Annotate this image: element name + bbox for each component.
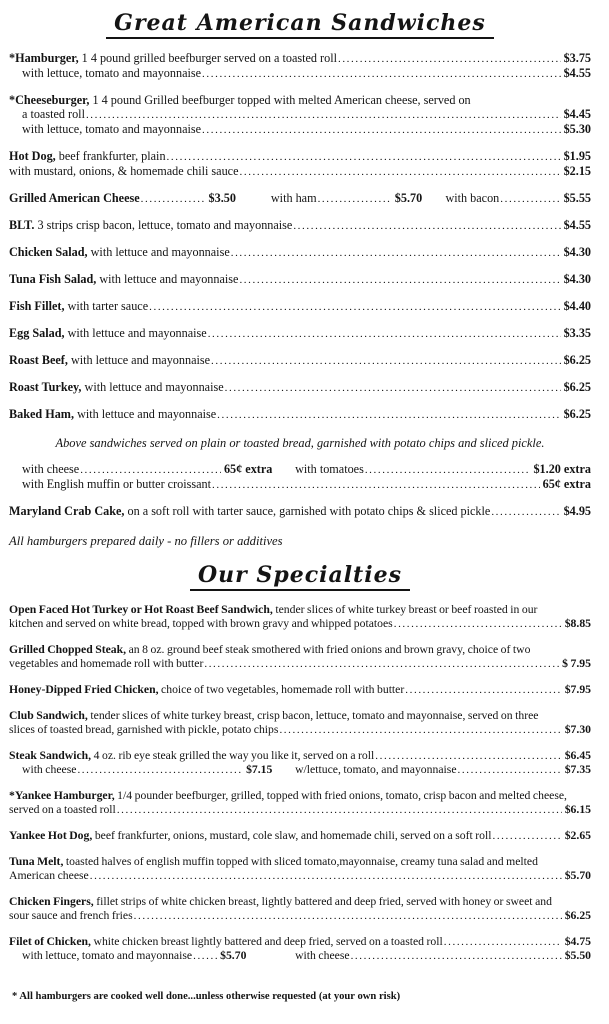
- section-heading: [9, 10, 591, 39]
- item-description: with lettuce and mayonnaise: [64, 326, 207, 340]
- menu-item-line: [9, 326, 591, 341]
- dot-leader: [279, 723, 561, 737]
- item-description: 1 4 pound Grilled beefburger topped with melted American cheese, served on: [89, 93, 471, 107]
- dot-leader: [318, 191, 392, 206]
- menu-item-line: [9, 709, 591, 723]
- item-price: $6.25: [564, 909, 591, 922]
- item-price: $1.95: [563, 149, 591, 163]
- option-label: Grilled American Cheese: [9, 191, 140, 205]
- dot-leader: [491, 504, 560, 519]
- option-price-pair: [22, 462, 272, 477]
- menu-item-line: [9, 107, 591, 122]
- item-price: $6.25: [563, 380, 591, 394]
- menu-item-line: [9, 245, 591, 260]
- menu-item-line: [9, 93, 591, 107]
- item-price: $2.65: [564, 829, 591, 842]
- item-description: with lettuce and mayonnaise: [81, 380, 224, 394]
- item-name: Tuna Melt,: [9, 855, 64, 868]
- dot-leader: [458, 763, 562, 777]
- section-title: Great American Sandwiches: [106, 10, 494, 39]
- item-name: Club Sandwich,: [9, 709, 88, 722]
- option-label: with cheese: [22, 763, 77, 776]
- item-description: an 8 oz. ground beef steak smothered with fried onions and brown gravy, choice of two: [126, 643, 531, 656]
- item-description: a toasted roll: [22, 107, 85, 121]
- dot-leader: [204, 657, 559, 671]
- item-price: $6.25: [563, 353, 591, 367]
- dot-leader: [239, 272, 560, 287]
- dot-leader: [225, 380, 561, 395]
- dot-leader: [217, 407, 560, 422]
- item-price: $4.30: [563, 245, 591, 259]
- item-description: sour sauce and french fries: [9, 909, 133, 922]
- dot-leader: [90, 869, 562, 883]
- dot-leader: [77, 763, 243, 777]
- menu-options-line: [9, 949, 591, 963]
- item-description: beef frankfurter, onions, mustard, cole slaw, and homemade chili, served on a soft roll: [92, 829, 492, 842]
- menu-item-line: [9, 122, 591, 137]
- item-description: with mustard, onions, & homemade chili sauce: [9, 164, 239, 178]
- dot-leader: [240, 164, 561, 179]
- dot-leader: [134, 909, 562, 923]
- item-description: with tarter sauce: [64, 299, 149, 313]
- item-name: Chicken Salad,: [9, 245, 88, 259]
- option-price-pair: [295, 462, 591, 477]
- option-label: w/lettuce, tomato, and mayonnaise: [295, 763, 457, 776]
- item-price: $4.40: [563, 299, 591, 313]
- item-name: Maryland Crab Cake,: [9, 504, 125, 518]
- item-name: *Yankee Hamburger,: [9, 789, 115, 802]
- item-description: 1 4 pound grilled beefburger served on a toasted roll: [78, 51, 337, 65]
- dot-leader: [338, 51, 561, 66]
- item-description: vegetables and homemade roll with butter: [9, 657, 204, 670]
- item-price: $4.55: [563, 66, 591, 80]
- item-name: Tuna Fish Salad,: [9, 272, 97, 286]
- item-name: *Cheeseburger,: [9, 93, 90, 107]
- dot-leader: [117, 803, 562, 817]
- section-heading: [9, 562, 591, 591]
- menu-item-line: [9, 380, 591, 395]
- option-price: $7.15: [246, 763, 273, 776]
- dot-leader: [394, 617, 562, 631]
- menu-item-line: [9, 617, 591, 631]
- dot-leader: [208, 326, 561, 341]
- item-description: choice of two vegetables, homemade roll with butter: [158, 683, 405, 696]
- menu-section: [9, 562, 591, 963]
- item-price: $7.30: [564, 723, 591, 736]
- menu-footnote: * All hamburgers are cooked well done...unless otherwise requested (at your own risk): [12, 991, 401, 1002]
- dot-leader: [500, 191, 560, 206]
- menu-item-line: [9, 683, 591, 697]
- menu-item-line: [9, 723, 591, 737]
- dot-leader: [141, 191, 206, 206]
- option-price: $7.35: [564, 763, 591, 776]
- menu-item-line: [9, 869, 591, 883]
- item-name: Steak Sandwich,: [9, 749, 92, 762]
- menu-item-line: [9, 407, 591, 422]
- item-name: BLT.: [9, 218, 35, 232]
- menu-item-line: [9, 51, 591, 66]
- option-label: with bacon: [445, 191, 500, 205]
- option-price: $5.70: [220, 949, 247, 962]
- dot-leader: [365, 462, 531, 477]
- item-price: $6.45: [564, 749, 591, 762]
- dot-leader: [293, 218, 560, 233]
- item-description: with lettuce, tomato and mayonnaise: [22, 66, 202, 80]
- item-name: Yankee Hot Dog,: [9, 829, 93, 842]
- dot-leader: [375, 749, 561, 763]
- menu-options-line: [9, 191, 591, 206]
- option-label: with cheese: [295, 949, 350, 962]
- item-description: 1/4 pounder beefburger, grilled, topped with fried onions, tomato, crisp bacon and melted cheese,: [114, 789, 567, 802]
- dot-leader: [444, 935, 562, 949]
- dot-leader: [492, 829, 561, 843]
- menu-item-line: [9, 353, 591, 368]
- item-price: $3.35: [563, 326, 591, 340]
- item-price: $6.25: [563, 407, 591, 421]
- item-description: tender slices of white turkey breast, crisp bacon, lettuce, tomato and mayonnaise, served on three: [87, 709, 539, 722]
- menu-item-line: [9, 477, 591, 492]
- item-description: with lettuce and mayonnaise: [67, 353, 211, 367]
- dot-leader: [212, 477, 540, 492]
- item-description: 4 oz. rib eye steak grilled the way you like it, served on a roll: [91, 749, 375, 762]
- item-description: slices of toasted bread, garnished with pickle, potato chips: [9, 723, 279, 736]
- option-price: $5.55: [563, 191, 591, 205]
- item-name: Grilled Chopped Steak,: [9, 643, 127, 656]
- item-price: $3.75: [563, 51, 591, 65]
- item-price: $4.45: [563, 107, 591, 121]
- item-price: $4.75: [564, 935, 591, 948]
- menu-item-line: [9, 299, 591, 314]
- item-price: $7.95: [564, 683, 591, 696]
- menu-item-line: [9, 829, 591, 843]
- option-label: with tomatoes: [295, 462, 364, 476]
- menu-item-line: [9, 164, 591, 179]
- option-price: $5.70: [394, 191, 423, 205]
- dot-leader: [211, 353, 561, 368]
- menu-options-line: [9, 462, 591, 477]
- menu-item-line: [9, 603, 591, 617]
- option-price-pair: [22, 763, 272, 777]
- menu-content: [9, 10, 591, 963]
- menu-item-line: [9, 643, 591, 657]
- option-price-pair: [295, 949, 591, 963]
- menu-item-line: [9, 855, 591, 869]
- menu-note-centered: Above sandwiches served on plain or toasted bread, garnished with potato chips and sliced pickle.: [55, 436, 545, 450]
- item-description: with English muffin or butter croissant: [22, 477, 211, 491]
- dot-leader: [351, 949, 562, 963]
- dot-leader: [405, 683, 561, 697]
- option-price: $1.20 extra: [533, 462, 591, 476]
- menu-item-line: [9, 504, 591, 519]
- menu-options-line: [9, 763, 591, 777]
- option-label: with lettuce, tomato and mayonnaise: [22, 949, 193, 962]
- menu-item-line: [9, 909, 591, 923]
- dot-leader: [202, 66, 561, 81]
- item-price: $6.15: [564, 803, 591, 816]
- item-price: $4.30: [563, 272, 591, 286]
- item-name: Fish Fillet,: [9, 299, 65, 313]
- item-name: Egg Salad,: [9, 326, 65, 340]
- option-label: with cheese: [22, 462, 80, 476]
- item-price: 65¢ extra: [542, 477, 591, 491]
- item-description: beef frankfurter, plain: [55, 149, 166, 163]
- item-price: $8.85: [564, 617, 591, 630]
- menu-item-line: [9, 657, 591, 671]
- item-description: kitchen and served on white bread, topped with brown gravy and whipped potatoes: [9, 617, 393, 630]
- menu-item-line: [9, 149, 591, 164]
- dot-leader: [167, 149, 561, 164]
- item-name: Roast Turkey,: [9, 380, 82, 394]
- option-price: 65¢ extra: [223, 462, 273, 476]
- item-description: with lettuce, tomato and mayonnaise: [22, 122, 202, 136]
- option-price-pair: [22, 949, 272, 963]
- item-name: Roast Beef,: [9, 353, 68, 367]
- item-name: Filet of Chicken,: [9, 935, 91, 948]
- item-description: white chicken breast lightly battered and deep fried, served on a toasted roll: [90, 935, 443, 948]
- dot-leader: [149, 299, 560, 314]
- option-price-pair: [445, 191, 591, 206]
- item-description: tender slices of white turkey breast or beef roasted in our: [272, 603, 538, 616]
- menu-note-italic: All hamburgers prepared daily - no fillers or additives: [9, 534, 283, 548]
- menu-section: [9, 10, 591, 548]
- menu-item-line: [9, 272, 591, 287]
- dot-leader: [202, 122, 561, 137]
- option-price: $5.50: [564, 949, 591, 962]
- dot-leader: [80, 462, 221, 477]
- menu-item-line: [9, 66, 591, 81]
- item-description: American cheese: [9, 869, 89, 882]
- item-name: Hot Dog,: [9, 149, 56, 163]
- item-description: with lettuce and mayonnaise: [87, 245, 230, 259]
- menu-item-line: [9, 218, 591, 233]
- option-price-pair: [271, 191, 422, 206]
- item-name: Honey-Dipped Fried Chicken,: [9, 683, 159, 696]
- option-price: $3.50: [208, 191, 236, 205]
- item-price: $4.55: [563, 218, 591, 232]
- menu-item-line: [9, 895, 591, 909]
- section-title: Our Specialties: [190, 562, 410, 591]
- item-price: $4.95: [563, 504, 591, 518]
- dot-leader: [231, 245, 561, 260]
- menu-item-line: [9, 935, 591, 949]
- dot-leader: [193, 949, 217, 963]
- item-name: Chicken Fingers,: [9, 895, 94, 908]
- item-price: $2.15: [563, 164, 591, 178]
- menu-item-line: [9, 789, 591, 803]
- item-price: $5.70: [564, 869, 591, 882]
- item-price: $ 7.95: [562, 657, 591, 670]
- menu-item-line: [9, 749, 591, 763]
- item-description: 3 strips crisp bacon, lettuce, tomato and mayonnaise: [34, 218, 293, 232]
- item-description: with lettuce and mayonnaise: [96, 272, 239, 286]
- dot-leader: [86, 107, 561, 122]
- item-description: toasted halves of english muffin topped with sliced tomato,mayonnaise, creamy tuna salad and melted: [63, 855, 538, 868]
- item-name: Baked Ham,: [9, 407, 75, 421]
- menu-item-line: [9, 803, 591, 817]
- option-label: with ham: [270, 191, 317, 205]
- option-price-pair: [9, 191, 236, 206]
- option-price-pair: [295, 763, 591, 777]
- item-description: with lettuce and mayonnaise: [74, 407, 217, 421]
- item-description: on a soft roll with tarter sauce, garnished with potato chips & sliced pickle: [124, 504, 491, 518]
- item-price: $5.30: [563, 122, 591, 136]
- item-name: *Hamburger,: [9, 51, 79, 65]
- item-name: Open Faced Hot Turkey or Hot Roast Beef Sandwich,: [9, 603, 273, 616]
- item-description: fillet strips of white chicken breast, lightly battered and deep fried, served with honey or sweet and: [93, 895, 552, 908]
- item-description: served on a toasted roll: [9, 803, 116, 816]
